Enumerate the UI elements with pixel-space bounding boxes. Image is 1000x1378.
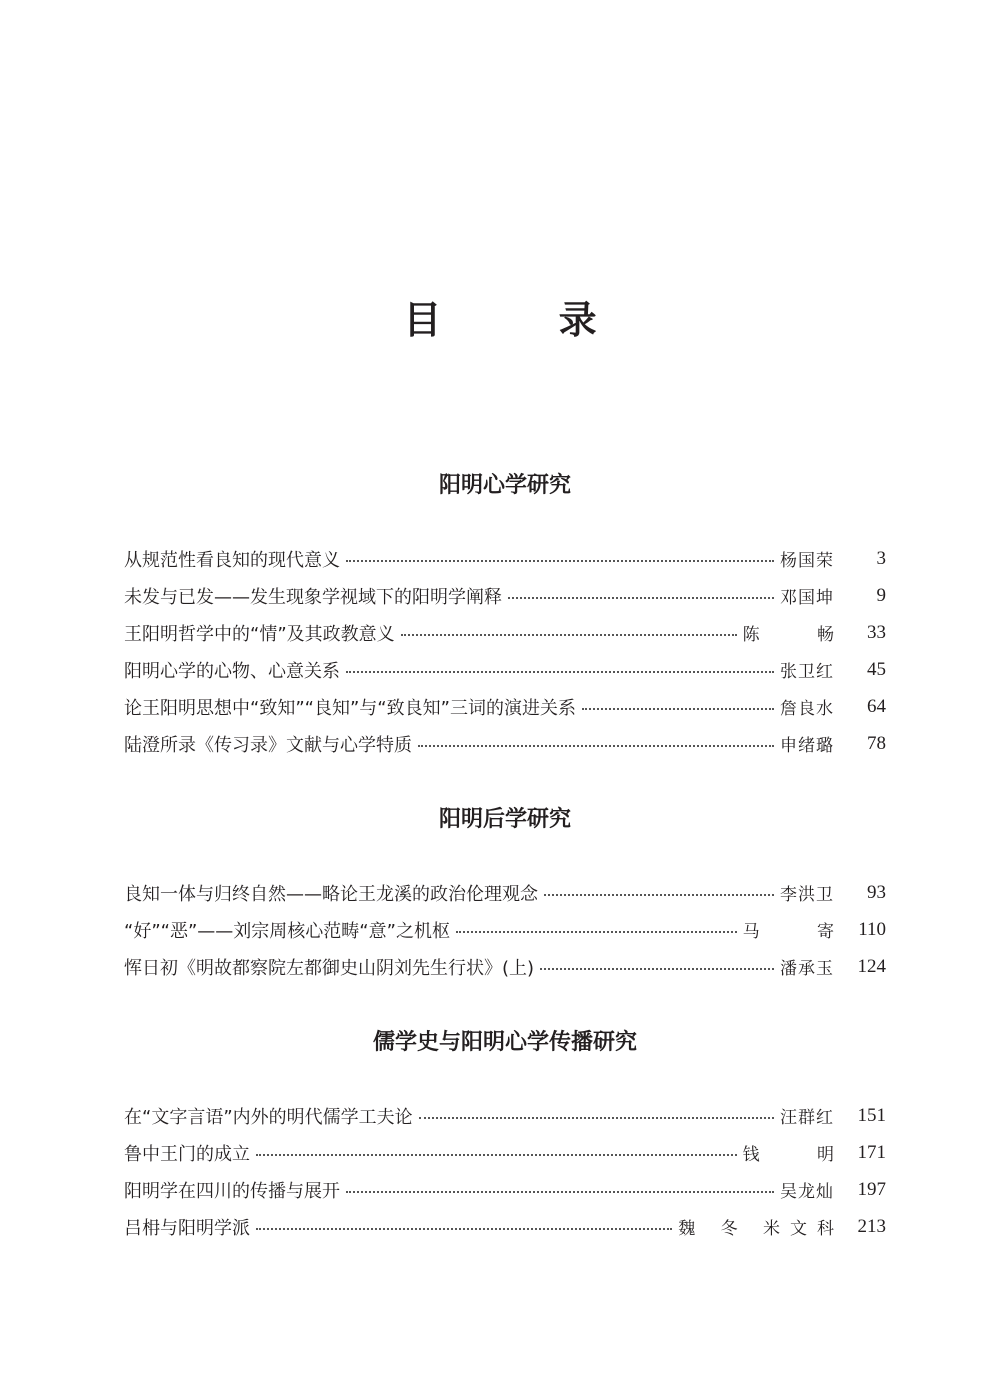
dot-leader <box>346 560 774 562</box>
dot-leader <box>540 968 774 970</box>
entry-title: 吕枏与阳明学派 <box>124 1217 250 1239</box>
entry-page-number: 64 <box>867 695 886 717</box>
entry-author: 陈 畅 <box>742 625 860 645</box>
toc-entry[interactable] <box>124 1171 886 1208</box>
entry-title: 良知一体与归终自然——略论王龙溪的政治伦理观念 <box>124 883 538 905</box>
dot-leader <box>346 1191 774 1193</box>
toc-entry[interactable] <box>124 948 886 985</box>
dot-leader <box>418 745 774 747</box>
entry-page-number: 124 <box>857 955 886 977</box>
entry-title: 从规范性看良知的现代意义 <box>124 549 340 571</box>
entry-page-number: 213 <box>857 1215 886 1237</box>
entry-title: 恽日初《明故都察院左都御史山阴刘先生行状》(上) <box>124 957 535 979</box>
dot-leader <box>508 597 774 599</box>
section-heading: 阳明后学研究 <box>438 806 571 832</box>
entry-page-number: 151 <box>857 1104 886 1126</box>
dot-leader <box>256 1154 737 1156</box>
entry-title: 鲁中王门的成立 <box>124 1143 250 1165</box>
toc-entry[interactable] <box>124 1097 886 1134</box>
entry-author: 吴龙灿 <box>780 1182 834 1202</box>
entry-page-number: 171 <box>857 1141 886 1163</box>
dot-leader <box>346 671 774 673</box>
entry-page-number: 45 <box>867 658 886 680</box>
entry-author: 申绪璐 <box>780 736 834 756</box>
entry-page-number: 197 <box>857 1178 886 1200</box>
entry-title: 王阳明哲学中的“情”及其政教意义 <box>124 623 395 645</box>
section-heading: 儒学史与阳明心学传播研究 <box>372 1029 637 1055</box>
dot-leader <box>401 634 737 636</box>
entry-page-number: 93 <box>867 881 886 903</box>
entry-page-number: 110 <box>858 918 886 940</box>
toc-section-yangming-houxue <box>124 804 886 985</box>
toc-entry-list <box>124 1097 886 1245</box>
entry-title: 在“文字言语”内外的明代儒学工夫论 <box>124 1106 413 1128</box>
page-title: 目 录 <box>403 298 649 342</box>
entry-author: 李洪卫 <box>780 885 834 905</box>
toc-entry[interactable] <box>124 614 886 651</box>
dot-leader <box>456 931 737 933</box>
entry-author: 钱 明 <box>742 1145 860 1165</box>
entry-title: 阳明心学的心物、心意关系 <box>124 660 340 682</box>
entry-author: 潘承玉 <box>780 959 834 979</box>
entry-title: 陆澄所录《传习录》文献与心学特质 <box>124 734 412 756</box>
dot-leader <box>419 1117 774 1119</box>
entry-title: 论王阳明思想中“致知”“良知”与“致良知”三词的演进关系 <box>124 697 576 719</box>
entry-author: 马 寄 <box>742 922 860 942</box>
entry-author: 汪群红 <box>780 1108 834 1128</box>
entry-title: 未发与已发——发生现象学视域下的阳明学阐释 <box>124 586 502 608</box>
entry-page-number: 9 <box>876 584 886 606</box>
toc-entry[interactable] <box>124 911 886 948</box>
toc-entry[interactable] <box>124 651 886 688</box>
entry-title: “好”“恶”——刘宗周核心范畴“意”之机枢 <box>124 920 450 942</box>
entry-author: 杨国荣 <box>780 551 834 571</box>
toc-entry-list <box>124 874 886 985</box>
toc-section-yangming-xinxue <box>124 470 886 762</box>
toc-entry-list <box>124 540 886 762</box>
toc-entry[interactable] <box>124 1208 886 1245</box>
toc-entry[interactable] <box>124 540 886 577</box>
toc-entry[interactable] <box>124 725 886 762</box>
toc-entry[interactable] <box>124 874 886 911</box>
toc-entry[interactable] <box>124 1134 886 1171</box>
toc-entry[interactable] <box>124 577 886 614</box>
entry-page-number: 78 <box>867 732 886 754</box>
dot-leader <box>256 1228 672 1230</box>
entry-page-number: 33 <box>867 621 886 643</box>
entry-title: 阳明学在四川的传播与展开 <box>124 1180 340 1202</box>
entry-author: 詹良水 <box>780 699 834 719</box>
toc-section-ruxue-history <box>124 1027 886 1245</box>
toc-entry[interactable] <box>124 688 886 725</box>
dot-leader <box>582 708 774 710</box>
entry-page-number: 3 <box>876 547 886 569</box>
entry-author: 邓国坤 <box>780 588 834 608</box>
entry-author: 张卫红 <box>780 662 834 682</box>
section-heading: 阳明心学研究 <box>438 472 571 498</box>
entry-author: 魏 冬 米文科 <box>678 1219 844 1239</box>
dot-leader <box>544 894 774 896</box>
